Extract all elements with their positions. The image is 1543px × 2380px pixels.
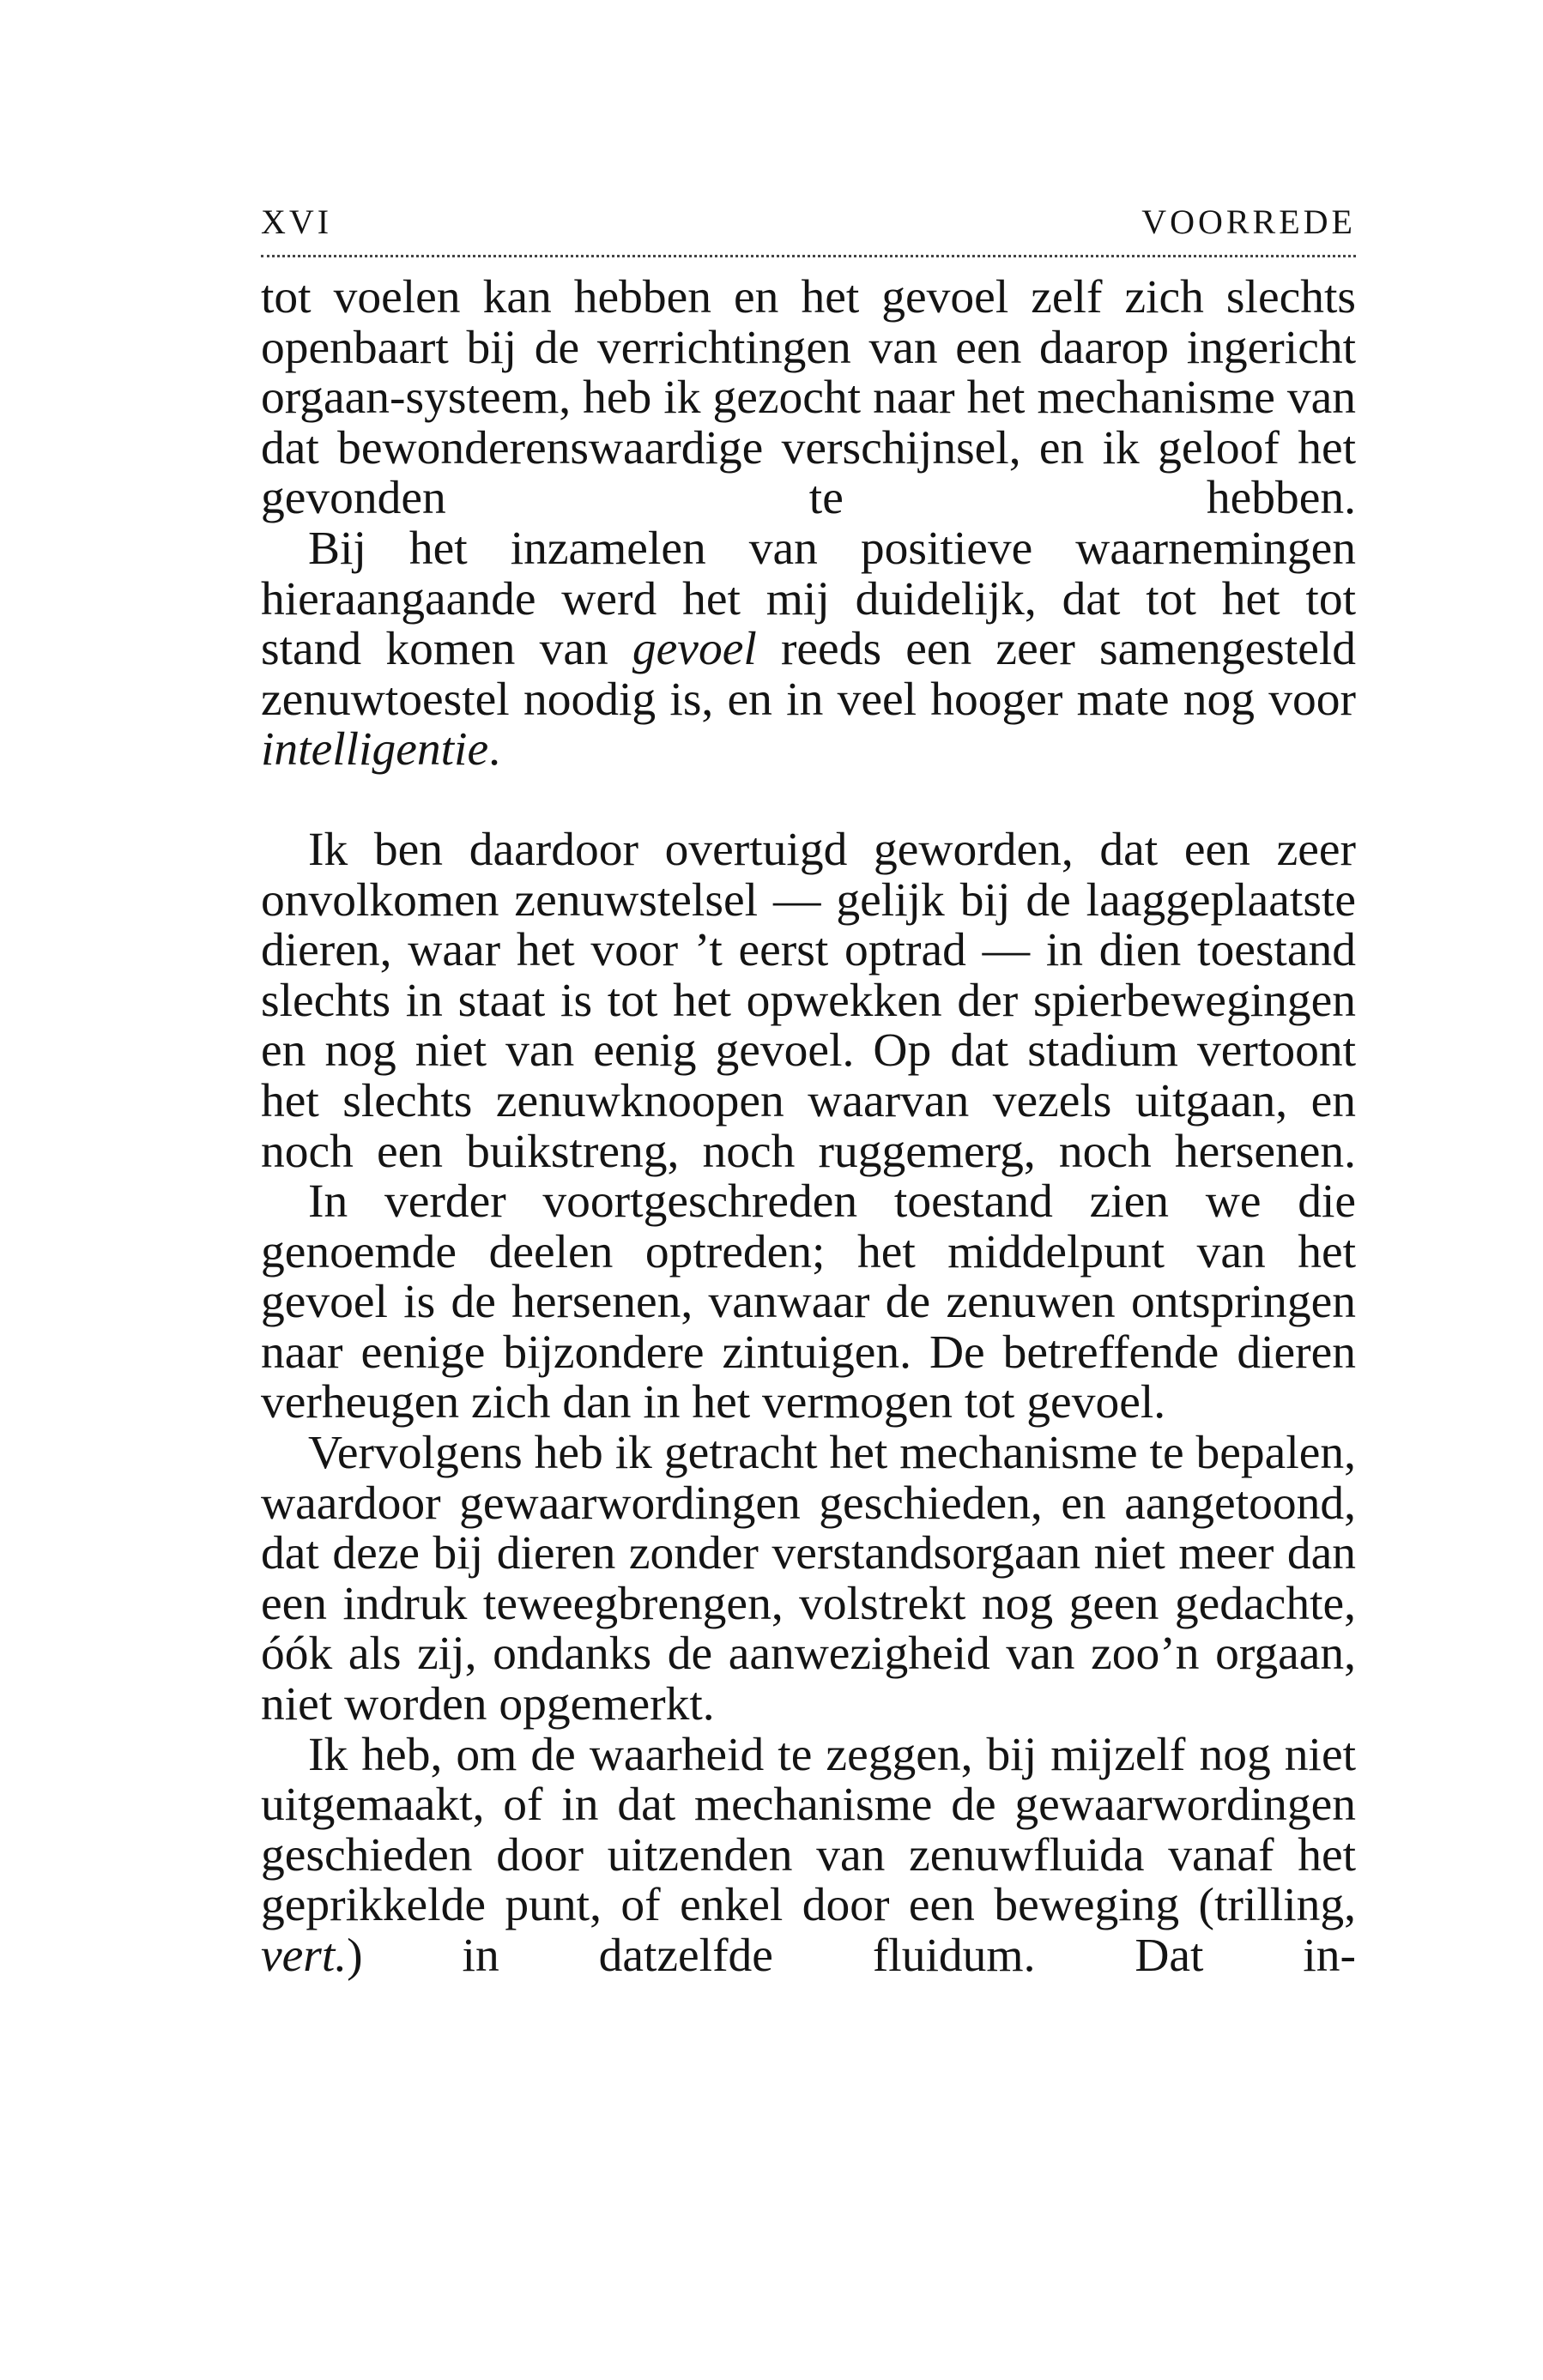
paragraph <box>261 1177 1356 1429</box>
text-run: In verder voortgeschreden toestand zien we die genoemde deelen optreden; het middelpunt van het gevoel is de hersenen, vanwaar de zenuwen ontspringen naar eenige bijzondere zintuigen. De betreffende dieren verheugen zich dan in het vermogen tot gevoel. <box>261 1175 1356 1429</box>
text-run: tot voelen kan hebben en het gevoel zelf zich slechts openbaart bij de verrichtingen van een daarop ingericht orgaan-systeem, heb ik gezocht naar het mechanisme van dat bewonderenswaardige verschijnsel, en ik geloof het gevonden te hebben. <box>261 271 1356 525</box>
running-head <box>261 202 1356 253</box>
text-run: . <box>488 723 500 776</box>
text-run: Bij het inzamelen van positieve waarnemingen hieraangaande werd het mij duidelijk, dat tot het tot stand komen van <box>261 522 1356 676</box>
italic-term: intelligentie <box>261 723 489 776</box>
italic-term: gevoel <box>632 623 757 676</box>
header-dotted-rule <box>261 255 1356 257</box>
text-run: Ik heb, om de waarheid te zeggen, bij mijzelf nog niet uitgemaakt, of in dat mechanisme de gewaarwordingen geschieden door uitzenden van zenuwfluida vanaf het geprikkelde punt, of enkel door een beweging (trilling, <box>261 1728 1356 1932</box>
text-run: Ik ben daardoor overtuigd geworden, dat een zeer onvolkomen zenuwstelsel — gelijk bij de laaggeplaatste dieren, waar het voor ’t eerst optrad — in dien toestand slechts in staat is tot het opwekken der spierbewegingen en nog niet van eenig gevoel. Op dat stadium vertoont het slechts zenuwknoopen waarvan vezels uitgaan, en noch een buikstreng, noch ruggemerg, noch hersenen. <box>261 823 1356 1178</box>
section-gap <box>261 776 1356 825</box>
body-text <box>261 273 1356 1982</box>
text-run: reeds een zeer samengesteld zenuwtoestel noodig is, en in veel hooger mate nog voor <box>261 623 1356 726</box>
text-run: ) in datzelfde fluidum. Dat in- <box>347 1930 1356 1982</box>
paragraph <box>261 825 1356 1177</box>
running-title: VOORREDE <box>1141 202 1356 241</box>
page-number: XVI <box>261 202 333 241</box>
italic-abbreviation: vert. <box>261 1930 348 1982</box>
text-run: Vervolgens heb ik getracht het mechanisme te bepalen, waardoor gewaarwordingen geschieden, en aangetoond, dat deze bij dieren zonder verstandsorgaan niet meer dan een indruk teweegbrengen, volstrekt nog geen gedachte, óók als zij, ondanks de aanwezigheid van zoo’n orgaan, niet worden opgemerkt. <box>261 1427 1356 1731</box>
paragraph <box>261 1429 1356 1731</box>
paragraph <box>261 1728 1356 1982</box>
paragraph <box>261 524 1356 776</box>
paragraph <box>261 273 1356 524</box>
